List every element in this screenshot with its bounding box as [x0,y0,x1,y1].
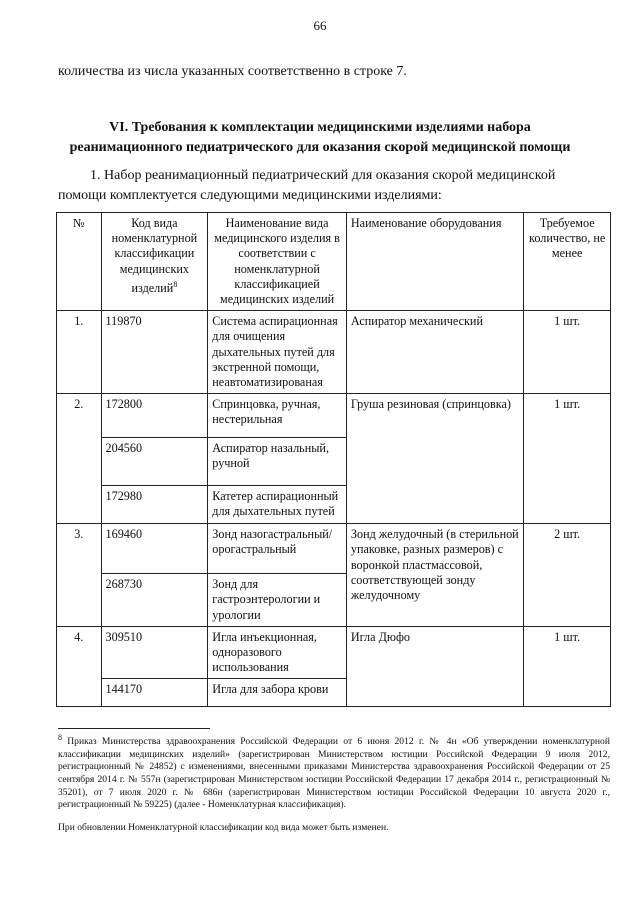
row-quantity: 1 шт. [524,394,611,524]
footnote-ref: 8 [173,279,178,289]
table-row [57,394,611,438]
row-name: Катетер аспирационный для дыхательных путей [208,486,347,524]
footnote-note: При обновлении Номенклатурной классификации код вида может быть изменен. [58,822,389,833]
section-heading-line-2: реанимационного педиатрического для оказания скорой медицинской помощи [69,140,571,155]
header-quantity: Требуемое количество, не менее [524,213,611,311]
footnote-text: Приказ Министерства здравоохранения Российской Федерации от 6 июня 2012 г. № 4н «Об утверждении номенклатурной классификации медицинских изделий» (зарегистрирован Министерством юстиции Российской Федерации 9 июля 2012, регистрационный № 24852) с изменениями, внесенными приказами Министерства здравоохранения Российской Федерации от 25 сентября 2014 г. № 557н (зарегистрирован Министерством юстиции Российской Федерации 17 декабря 2014 г., регистрационный № 35201), от 7 июля 2020 г. № 686н (зарегистрирован Министерством юстиции Российской Федерации 10 августа 2020 г., регистрационный № 59225) (далее - Номенклатурная классификация). [58,736,610,811]
row-code: 204560 [101,438,208,486]
row-code: 268730 [101,574,208,627]
table-header-row [57,213,611,311]
table-row [57,626,611,679]
header-name: Наименование вида медицинского изделия в соответствии с номенклатурной классификацией медицинских изделий [208,213,347,311]
page-number: 66 [313,18,327,33]
equipment-table [56,212,611,707]
footnote-mark: 8 [58,733,62,742]
row-name: Игла инъекционная, одноразового использования [208,626,347,679]
row-name: Зонд назогастральный/орогастральный [208,524,347,574]
row-equipment: Груша резиновая (спринцовка) [346,394,523,524]
header-equipment: Наименование оборудования [346,213,523,311]
row-num: 2. [57,394,102,524]
row-code: 172980 [101,486,208,524]
row-equipment: Игла Дюфо [346,626,523,707]
row-code: 119870 [101,311,208,394]
row-num: 3. [57,524,102,627]
table-row [57,311,611,394]
table-row [57,524,611,574]
row-num: 4. [57,626,102,707]
row-code: 144170 [101,679,208,707]
row-name: Система аспирационная для очищения дыхательных путей для экстренной помощи, неавтоматизированая [208,311,347,394]
section-heading [40,118,600,158]
footnote [58,732,610,812]
row-name: Аспиратор назальный, ручной [208,438,347,486]
section-heading-line-1: VI. Требования к комплектации медицинскими изделиями набора [109,120,531,135]
row-code: 169460 [101,524,208,574]
header-code [101,213,208,311]
row-quantity: 2 шт. [524,524,611,627]
footnote-separator [58,728,210,729]
row-code: 172800 [101,394,208,438]
intro-paragraph: 1. Набор реанимационный педиатрический для оказания скорой медицинской помощи комплектуется следующими медицинскими изделиями: [58,168,556,203]
row-equipment: Зонд желудочный (в стерильной упаковке, разных размеров) с воронкой пластмассовой, соответствующей зонду желудочному [346,524,523,627]
row-num: 1. [57,311,102,394]
row-name: Игла для забора крови [208,679,347,707]
row-code: 309510 [101,626,208,679]
header-num: № [57,213,102,311]
row-name: Зонд для гастроэнтерологии и урологии [208,574,347,627]
header-code-text: Код вида номенклатурной классификации медицинских изделий [111,216,198,295]
row-quantity: 1 шт. [524,626,611,707]
row-equipment: Аспиратор механический [346,311,523,394]
continuation-line: количества из числа указанных соответственно в строке 7. [58,64,407,79]
row-name: Спринцовка, ручная, нестерильная [208,394,347,438]
row-quantity: 1 шт. [524,311,611,394]
